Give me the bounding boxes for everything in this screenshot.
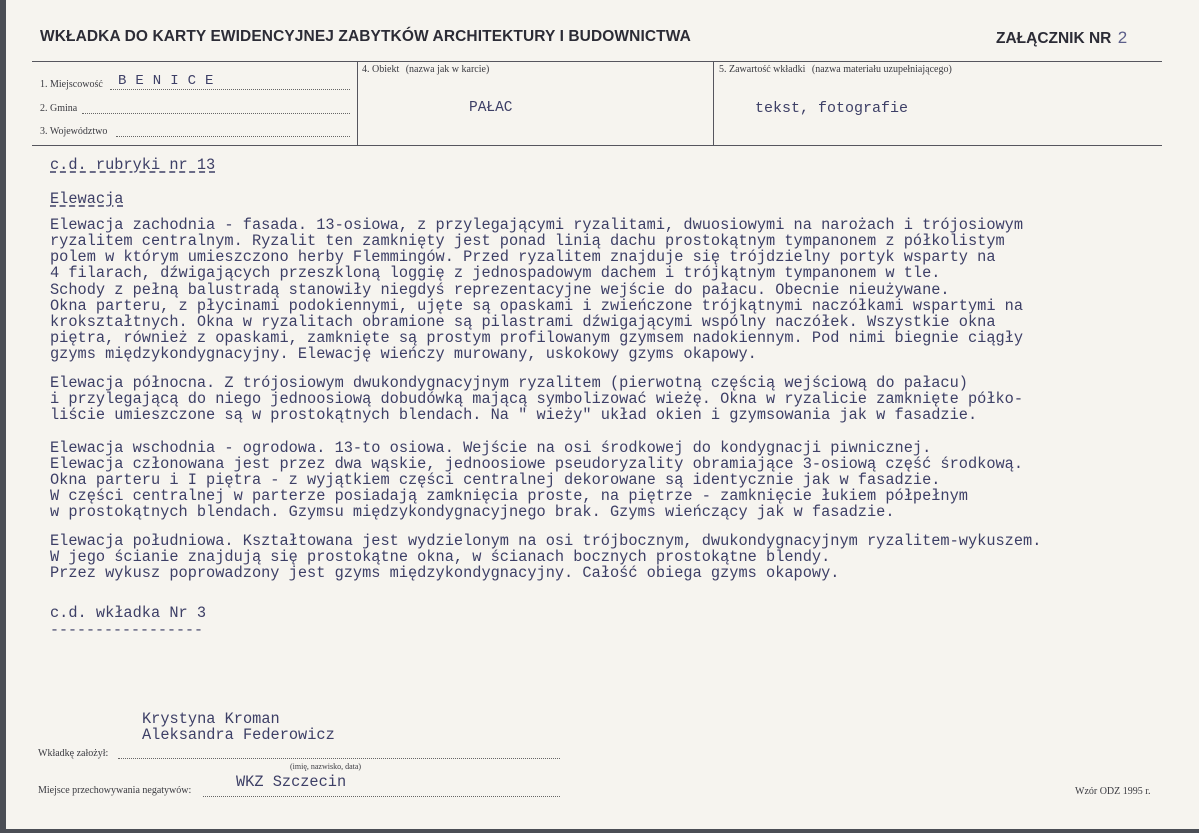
locality-label: 1. Miejscowość	[40, 79, 103, 90]
annex-label	[996, 28, 1127, 48]
text-line: liście umieszczone są w prostokątnych blendach. Na " wieży" układ okien i gzymsowania jak w fasadzie.	[50, 406, 978, 424]
annex-number: 2	[1117, 28, 1128, 47]
continuation-note: c.d. wkładka Nr 3	[50, 604, 207, 622]
text-line: i przylegającą do niego jednoosiową dobudówką mającą symbolizować wieżę. Okna w ryzalicie zamknięte półko-	[50, 390, 1024, 408]
text-line: w prostokątnych blendach. Gzymsu międzykondygnacyjnego brak. Gzyms wieńczący jak w fasadzie.	[50, 503, 895, 521]
continuation-heading: c.d. rubryki nr 13	[50, 156, 216, 174]
content-value: tekst, fotografie	[755, 100, 909, 117]
text-line: W jego ścianie znajdują się prostokątne okna, w ścianach bocznych prostokątne blendy.	[50, 548, 831, 566]
author-name: Aleksandra Federowicz	[142, 726, 335, 744]
form-title: WKŁADKA DO KARTY EWIDENCYJNEJ ZABYTKÓW ARCHITEKTURY I BUDOWNICTWA	[40, 28, 691, 45]
scan-edge-left	[0, 0, 6, 833]
negatives-label: Miejsce przechowywania negatywów:	[38, 785, 192, 796]
voivodeship-line	[116, 136, 350, 137]
header-bottom-rule	[32, 145, 1162, 146]
text-line: gzyms międzykondygnacyjny. Elewację wieńczy murowany, uskokowy gzyms okapowy.	[50, 345, 757, 363]
object-hint: (nazwa jak w karcie)	[405, 64, 490, 75]
content-label	[719, 64, 952, 75]
annex-label-text: ZAŁĄCZNIK NR	[996, 30, 1112, 47]
content-hint: (nazwa materiału uzupełniającego)	[811, 64, 952, 75]
text-line: W części centralnej w parterze posiadają zamknięcia proste, na piętrze - zamknięcie łukiem półpełnym	[50, 487, 968, 505]
text-line: Elewacja członowana jest przez dwa wąskie, jednoosiowe pseudoryzality obramiające 3-osiową część środkową.	[50, 455, 1024, 473]
commune-label: 2. Gmina	[40, 103, 78, 114]
text-line: piętra, również z opaskami, zamknięte są prostym profilowanym gzymsem nadokiennym. Pod nimi biegnie ciągły	[50, 329, 1024, 347]
authors-line	[118, 758, 560, 759]
text-line: Elewacja wschodnia - ogrodowa. 13-to osiowa. Wejście na osi środkowej do kondygnacji piwnicznej.	[50, 439, 932, 457]
form-model: Wzór ODZ 1995 r.	[1075, 786, 1151, 797]
text-line: 4 filarach, dźwigających przeszkloną loggię z jednospadowym dachem i trójkątnym tympanonem w tle.	[50, 264, 941, 282]
header-top-rule	[32, 61, 1162, 62]
text-line: Elewacja zachodnia - fasada. 13-osiowa, z przylegającymi ryzalitami, dwuosiowymi na narożach i trójosiowym	[50, 216, 1024, 234]
text-line: Okna parteru i I piętra - z wyjątkiem części centralnej dekorowane są identycznie jak w fasadzie.	[50, 471, 941, 489]
object-label-text: 4. Obiekt	[362, 64, 400, 75]
column-divider-2	[713, 61, 714, 145]
scan-edge-bottom	[0, 829, 1199, 833]
content-label-text: 5. Zawartość wkładki	[719, 64, 806, 75]
text-line: Przez wykusz poprowadzony jest gzyms międzykondygnacyjny. Całość obiega gzyms okapowy.	[50, 564, 840, 582]
author-name: Krystyna Kroman	[142, 710, 280, 728]
locality-value: BENICE	[118, 73, 223, 89]
object-label	[362, 64, 489, 75]
text-line: Okna parteru, z płycinami podokiennymi, ujęte są opaskami i zwieńczone trójkątnymi naczółkami wspartymi na	[50, 297, 1024, 315]
text-line: Schody z pełną balustradą stanowiły niegdyś reprezentacyjne wejście do pałacu. Obecnie nieużywane.	[50, 281, 950, 299]
authors-hint: (imię, nazwisko, data)	[290, 762, 362, 771]
authors-label: Wkładkę założył:	[38, 748, 109, 759]
commune-line	[82, 113, 350, 114]
negatives-value: WKZ Szczecin	[236, 773, 347, 791]
object-value: PAŁAC	[469, 100, 513, 116]
text-line: Elewacja północna. Z trójosiowym dwukondygnacyjnym ryzalitem (pierwotną częścią wejściową do pałacu)	[50, 374, 968, 392]
locality-line	[110, 89, 350, 90]
text-line: krokształtnych. Okna w ryzalitach obramione są pilastrami dźwigającymi wspólny naczółek. Wszystkie okna	[50, 313, 996, 331]
column-divider-1	[357, 61, 358, 145]
voivodeship-label: 3. Województwo	[40, 126, 108, 137]
section-heading: Elewacja	[50, 190, 124, 208]
negatives-line	[203, 796, 560, 797]
text-line: Elewacja południowa. Kształtowana jest wydzielonym na osi trójbocznym, dwukondygnacyjnym ryzalitem-wykuszem.	[50, 532, 1042, 550]
text-line: ryzalitem centralnym. Ryzalit ten zamknięty jest ponad linią dachu prostokątnym tympanonem z półkolistym	[50, 232, 1005, 250]
continuation-dashes: -----------------	[50, 622, 204, 639]
text-line: polem w którym umieszczono herby Flemmingów. Przed ryzalitem znajduje się trójdzielny portyk wsparty na	[50, 248, 996, 266]
